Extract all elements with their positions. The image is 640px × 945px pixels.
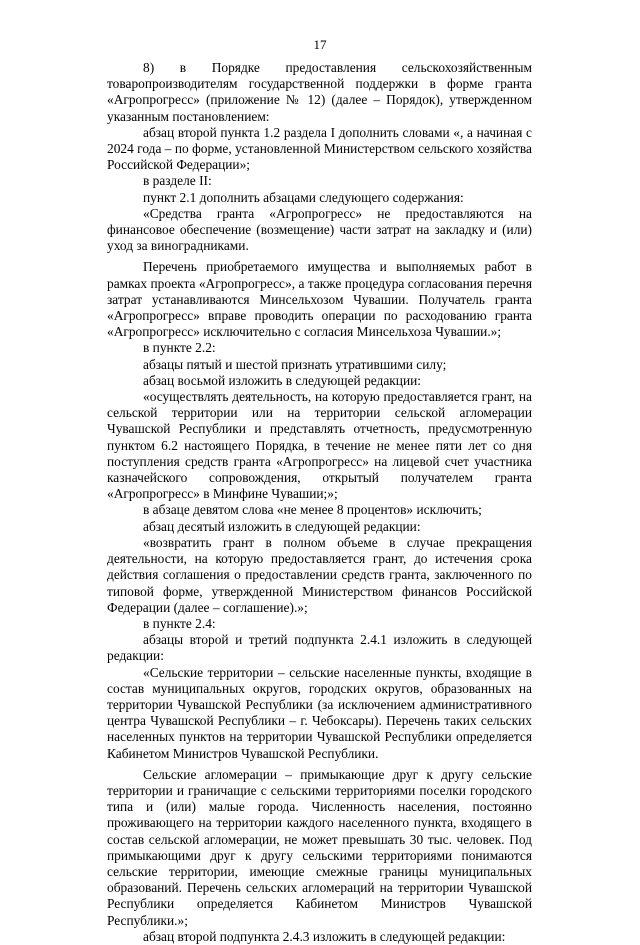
paragraph-subpoint-2-4-3: абзац второй подпункта 2.4.3 изложить в следующей редакции: xyxy=(143,928,506,944)
paragraph-point-2-2: в пункте 2.2: xyxy=(143,340,216,356)
paragraph-property-list: Перечень приобретаемого имущества и выполняемых работ в рамках проекта «Агропрогресс», а также процедура согласования перечня затрат устанавливаются Минсельхозом Чувашии. Получатель гранта «Агропрогресс» вправе проводить операции по расходованию гранта «Агропрогресс» исключительно с согласия Минсельхоза Чувашии.»; xyxy=(107,259,532,340)
paragraph-return-quote: «возвратить грант в полном объеме в случае прекращения деятельности, на которую предоставляется грант, до истечения срока действия соглашения о предоставлении средств гранта, заключенного по типовой форме, утвержденной Министерством финансов Российской Федерации (далее – соглашение).»; xyxy=(107,534,532,615)
paragraph-ninth-amend: в абзаце девятом слова «не менее 8 процентов» исключить; xyxy=(143,502,482,518)
paragraph-grant-restriction: «Средства гранта «Агропрогресс» не предоставляются на финансовое обеспечение (возмещение) части затрат на закладку и (или) уход за виноградниками. xyxy=(107,205,532,254)
paragraph-section-ii: в разделе II: xyxy=(143,173,212,189)
paragraph-section-1-2: абзац второй пункта 1.2 раздела I дополнить словами «, а начиная с 2024 года – по форме, установленной Министерством сельского хозяйства Российской Федерации»; xyxy=(107,124,532,173)
paragraph-point-2-4: в пункте 2.4: xyxy=(143,615,216,631)
paragraph-repeal: абзацы пятый и шестой признать утратившими силу; xyxy=(143,356,447,372)
paragraph-subpoint-2-4-1: абзацы второй и третий подпункта 2.4.1 изложить в следующей редакции: xyxy=(107,632,532,664)
paragraph-rural-territories: «Сельские территории – сельские населенные пункты, входящие в состав муниципальных округов, городских округов, образованных на территории Чувашской Республики (за исключением административного центра Чувашской Республики – г. Чебоксары). Перечень таких сельских населенных пунктов на территории Чувашской Республики определяется Кабинетом Министров Чувашской Республики. xyxy=(107,664,532,761)
paragraph-rural-agglomerations: Сельские агломерации – примыкающие друг к другу сельские территории и граничащие с сельскими территориями поселки городского типа и (или) малые города. Численность населения, постоянно проживающего на территории каждого населенного пункта, входящего в состав сельской агломерации, не может превышать 30 тыс. человек. Под примыкающими друг к другу сельскими территориями понимаются сельские территории, имеющие смежные границы муниципальных образований. Перечень сельских агломераций на территории Чувашской Республики определяется Кабинетом Министров Чувашской Республики.»; xyxy=(107,766,532,928)
paragraph-point-2-1: пункт 2.1 дополнить абзацами следующего содержания: xyxy=(143,189,464,205)
paragraph-eighth-amend: абзац восьмой изложить в следующей редакции: xyxy=(143,372,422,388)
paragraph-tenth-amend: абзац десятый изложить в следующей редакции: xyxy=(143,518,421,534)
paragraph-activity-quote: «осуществлять деятельность, на которую предоставляется грант, на сельской территории или на территории сельской агломерации Чувашской Республики и представлять отчетность, предусмотренную пунктом 6.2 настоящего Порядка, в течение не менее пяти лет со дня поступления средств гранта «Агропрогресс» на лицевой счет участника казначейского сопровождения, открытый получателем гранта «Агропрогресс» в Минфине Чувашии;»; xyxy=(107,389,532,502)
page-number: 17 xyxy=(313,37,327,52)
document-body xyxy=(107,60,532,945)
paragraph-item-8: 8) в Порядке предоставления сельскохозяйственным товаропроизводителям государственной поддержки в форме гранта «Агропрогресс» (приложение № 12) (далее – Порядок), утвержденном указанным постановлением: xyxy=(107,60,532,124)
